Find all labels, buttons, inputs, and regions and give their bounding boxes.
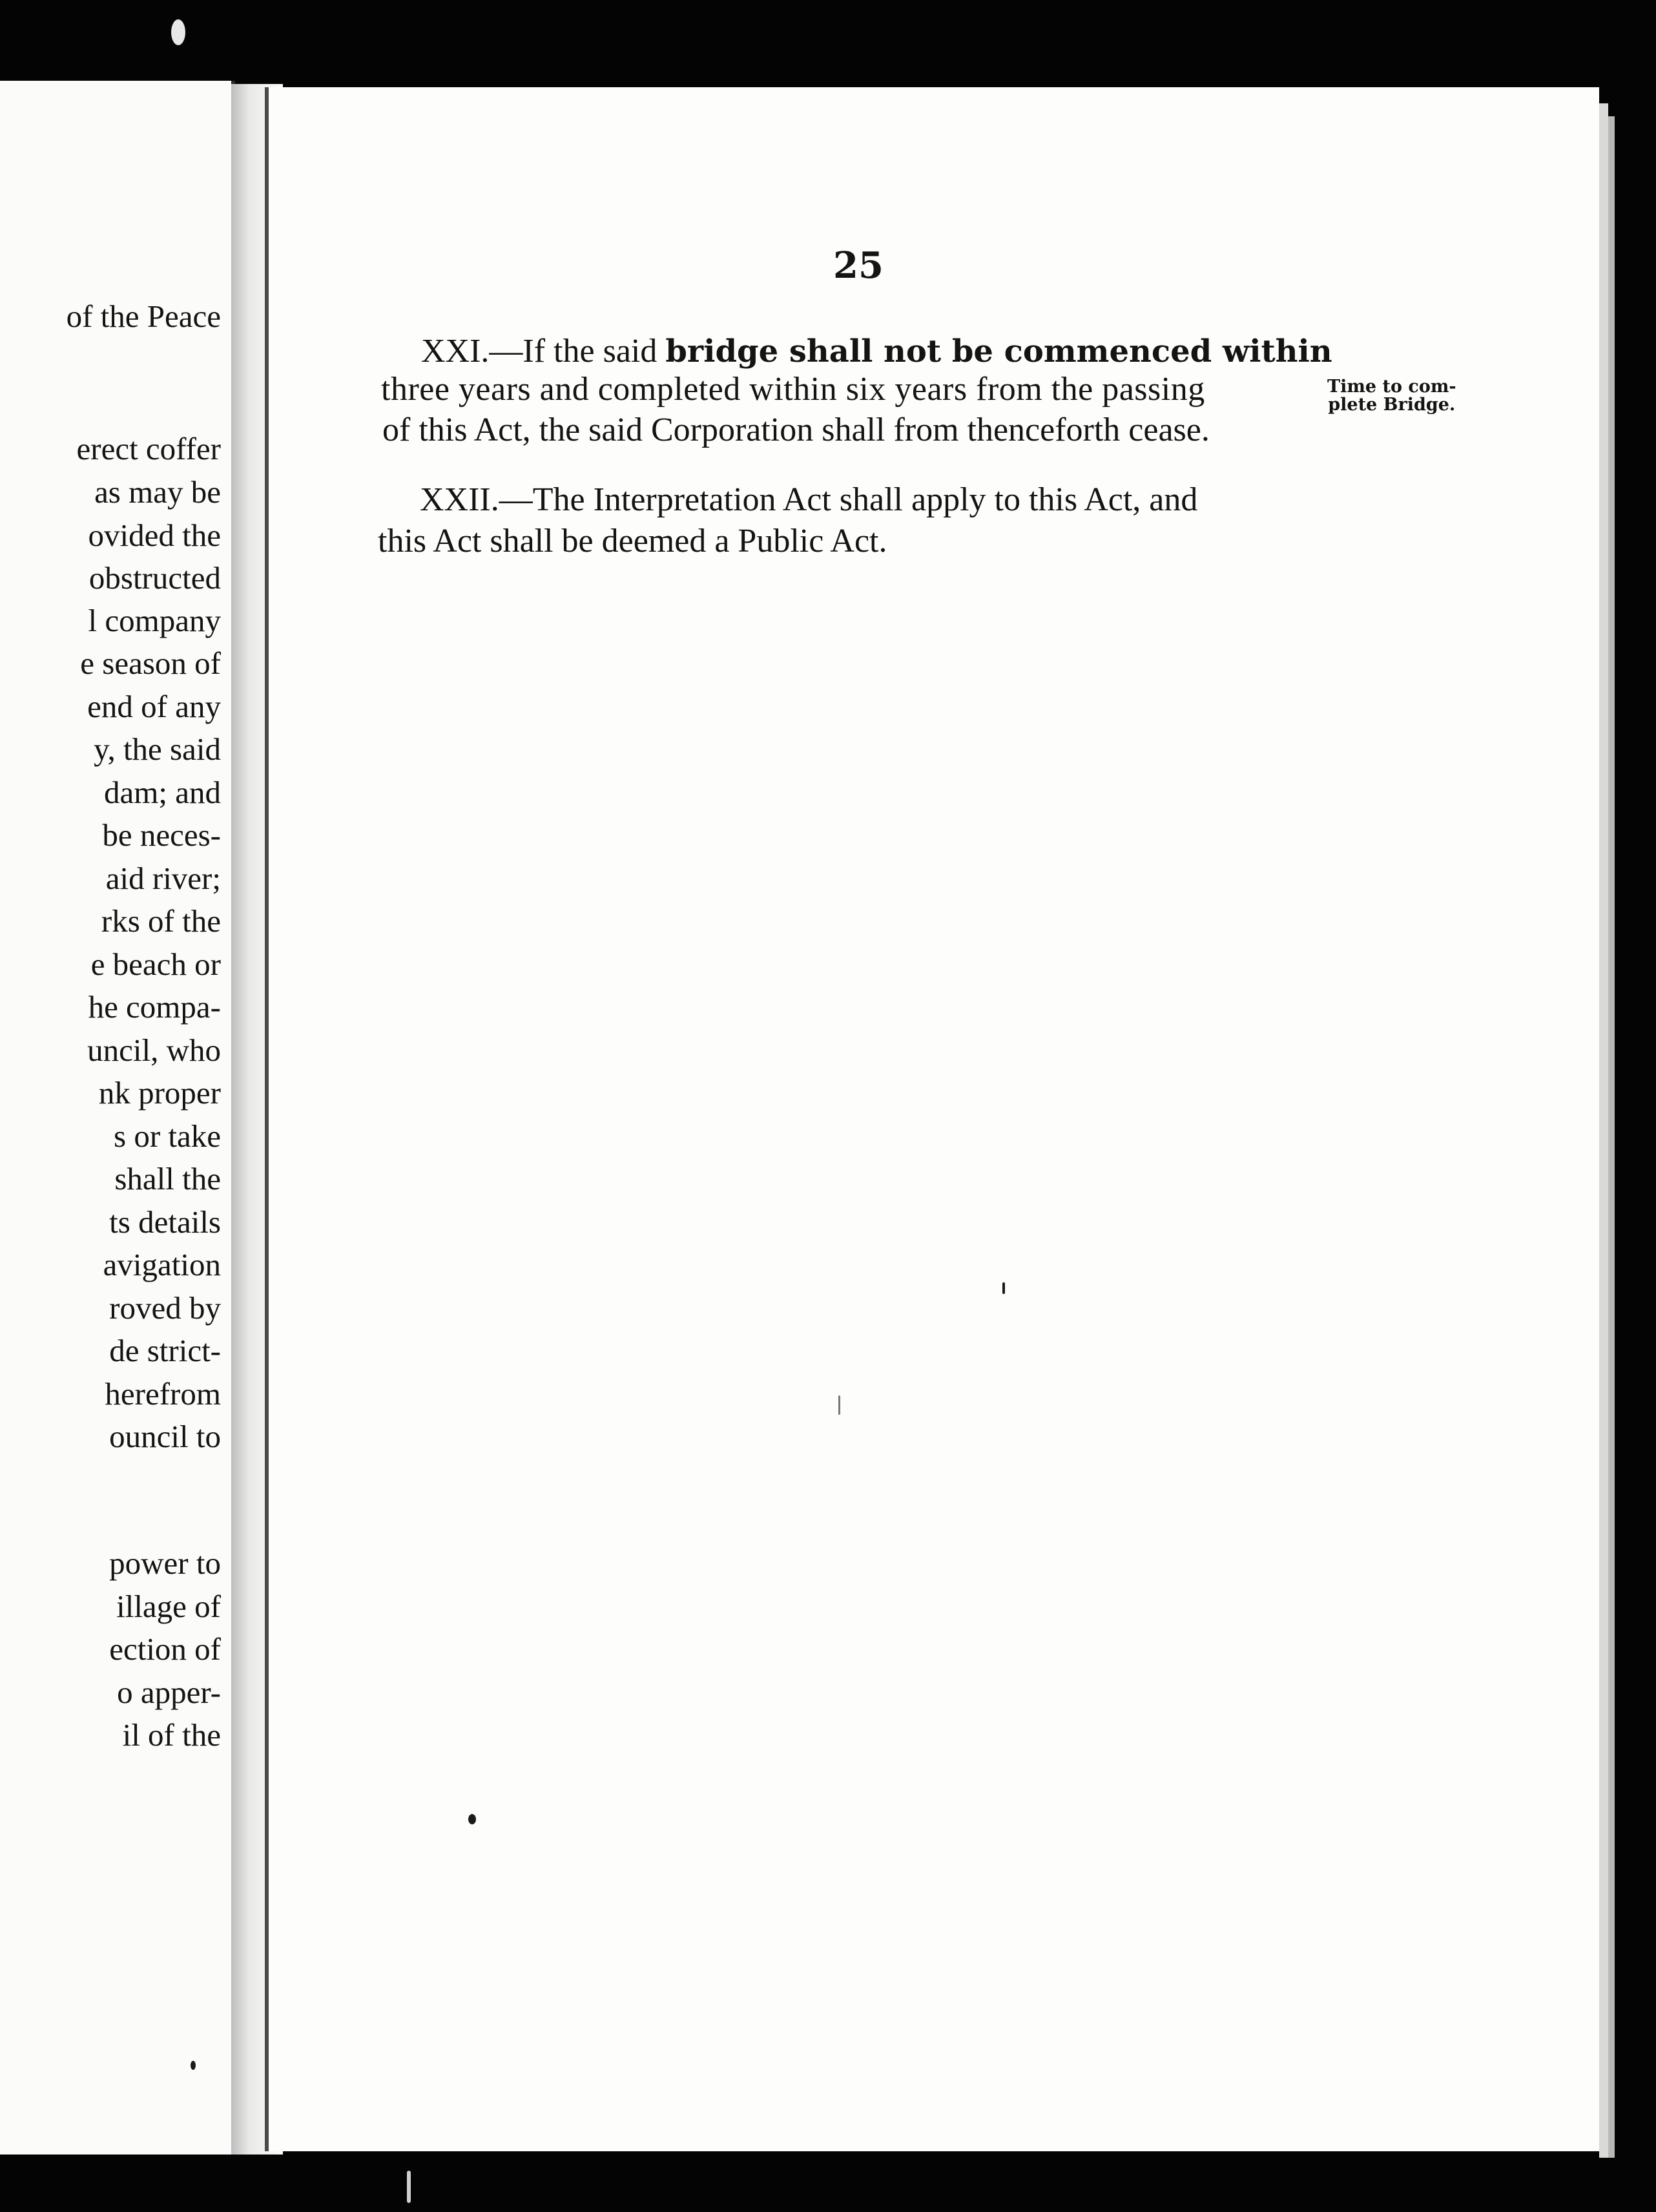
left-page-line: obstructed — [88, 560, 221, 596]
page-number: 25 — [833, 244, 884, 287]
marginal-note-line-1: Time to com- — [1327, 377, 1456, 397]
left-page-line: erect coffer — [76, 431, 221, 466]
left-page-line: o apper- — [117, 1675, 221, 1710]
left-page-line: il of the — [122, 1717, 221, 1753]
section-21-line-1 — [421, 335, 1332, 368]
scan-speck — [468, 1814, 476, 1824]
left-page-line: s or take — [114, 1118, 221, 1154]
marginal-note — [1327, 378, 1456, 415]
marginal-note-line-2: plete Bridge. — [1328, 395, 1456, 415]
scan-speck — [171, 19, 185, 45]
section-21-heading: XXI.—If the said — [421, 333, 657, 370]
left-page-line: of the Peace — [66, 298, 221, 334]
left-page-line: aid river; — [105, 861, 221, 896]
left-page-line: as may be — [94, 474, 221, 510]
section-22-line-1: XXII.—The Interpretation Act shall apply to this Act, and — [420, 481, 1198, 518]
section-21-line-3: of this Act, the said Corporation shall from thenceforth cease. — [382, 412, 1210, 448]
left-page-line: de strict- — [109, 1333, 221, 1368]
gutter-edge — [265, 87, 269, 2151]
left-page-line: end of any — [87, 689, 221, 724]
left-page-line: herefrom — [105, 1376, 221, 1412]
left-page-line: e beach or — [90, 946, 221, 982]
left-page-line: ouncil to — [109, 1419, 221, 1454]
left-page-line: nk proper — [98, 1075, 221, 1111]
scan-speck — [1002, 1282, 1005, 1294]
left-page-line: rks of the — [101, 903, 221, 939]
scan-speck — [407, 2171, 411, 2203]
left-page-line: dam; and — [104, 775, 221, 810]
left-page-line: e season of — [80, 645, 221, 681]
left-page-line: y, the said — [94, 731, 221, 767]
left-page-line: avigation — [103, 1247, 221, 1282]
left-page-line: l company — [88, 603, 221, 638]
section-22-line-2: this Act shall be deemed a Public Act. — [378, 523, 887, 559]
left-page-line: ts details — [109, 1204, 221, 1240]
left-page-line: roved by — [109, 1290, 221, 1326]
left-page-line: he compa- — [88, 989, 221, 1025]
left-page-line: be neces- — [102, 817, 221, 853]
left-page-line: ovided the — [88, 517, 221, 553]
page-edge — [1599, 103, 1608, 2158]
section-21-line-2: three years and completed within six years from the passing — [381, 371, 1205, 408]
section-21-bold-text: bridge shall not be commenced within — [665, 333, 1332, 370]
left-page-line: power to — [109, 1545, 221, 1581]
scan-speck — [838, 1395, 840, 1415]
left-page-line: uncil, who — [87, 1032, 221, 1068]
scan-speck — [191, 2061, 196, 2070]
left-page-line: illage of — [116, 1589, 221, 1624]
page-edge — [1608, 116, 1615, 2158]
left-page-line: ection of — [109, 1631, 221, 1667]
left-facing-page — [0, 81, 235, 2155]
left-page-line: shall the — [114, 1161, 221, 1196]
